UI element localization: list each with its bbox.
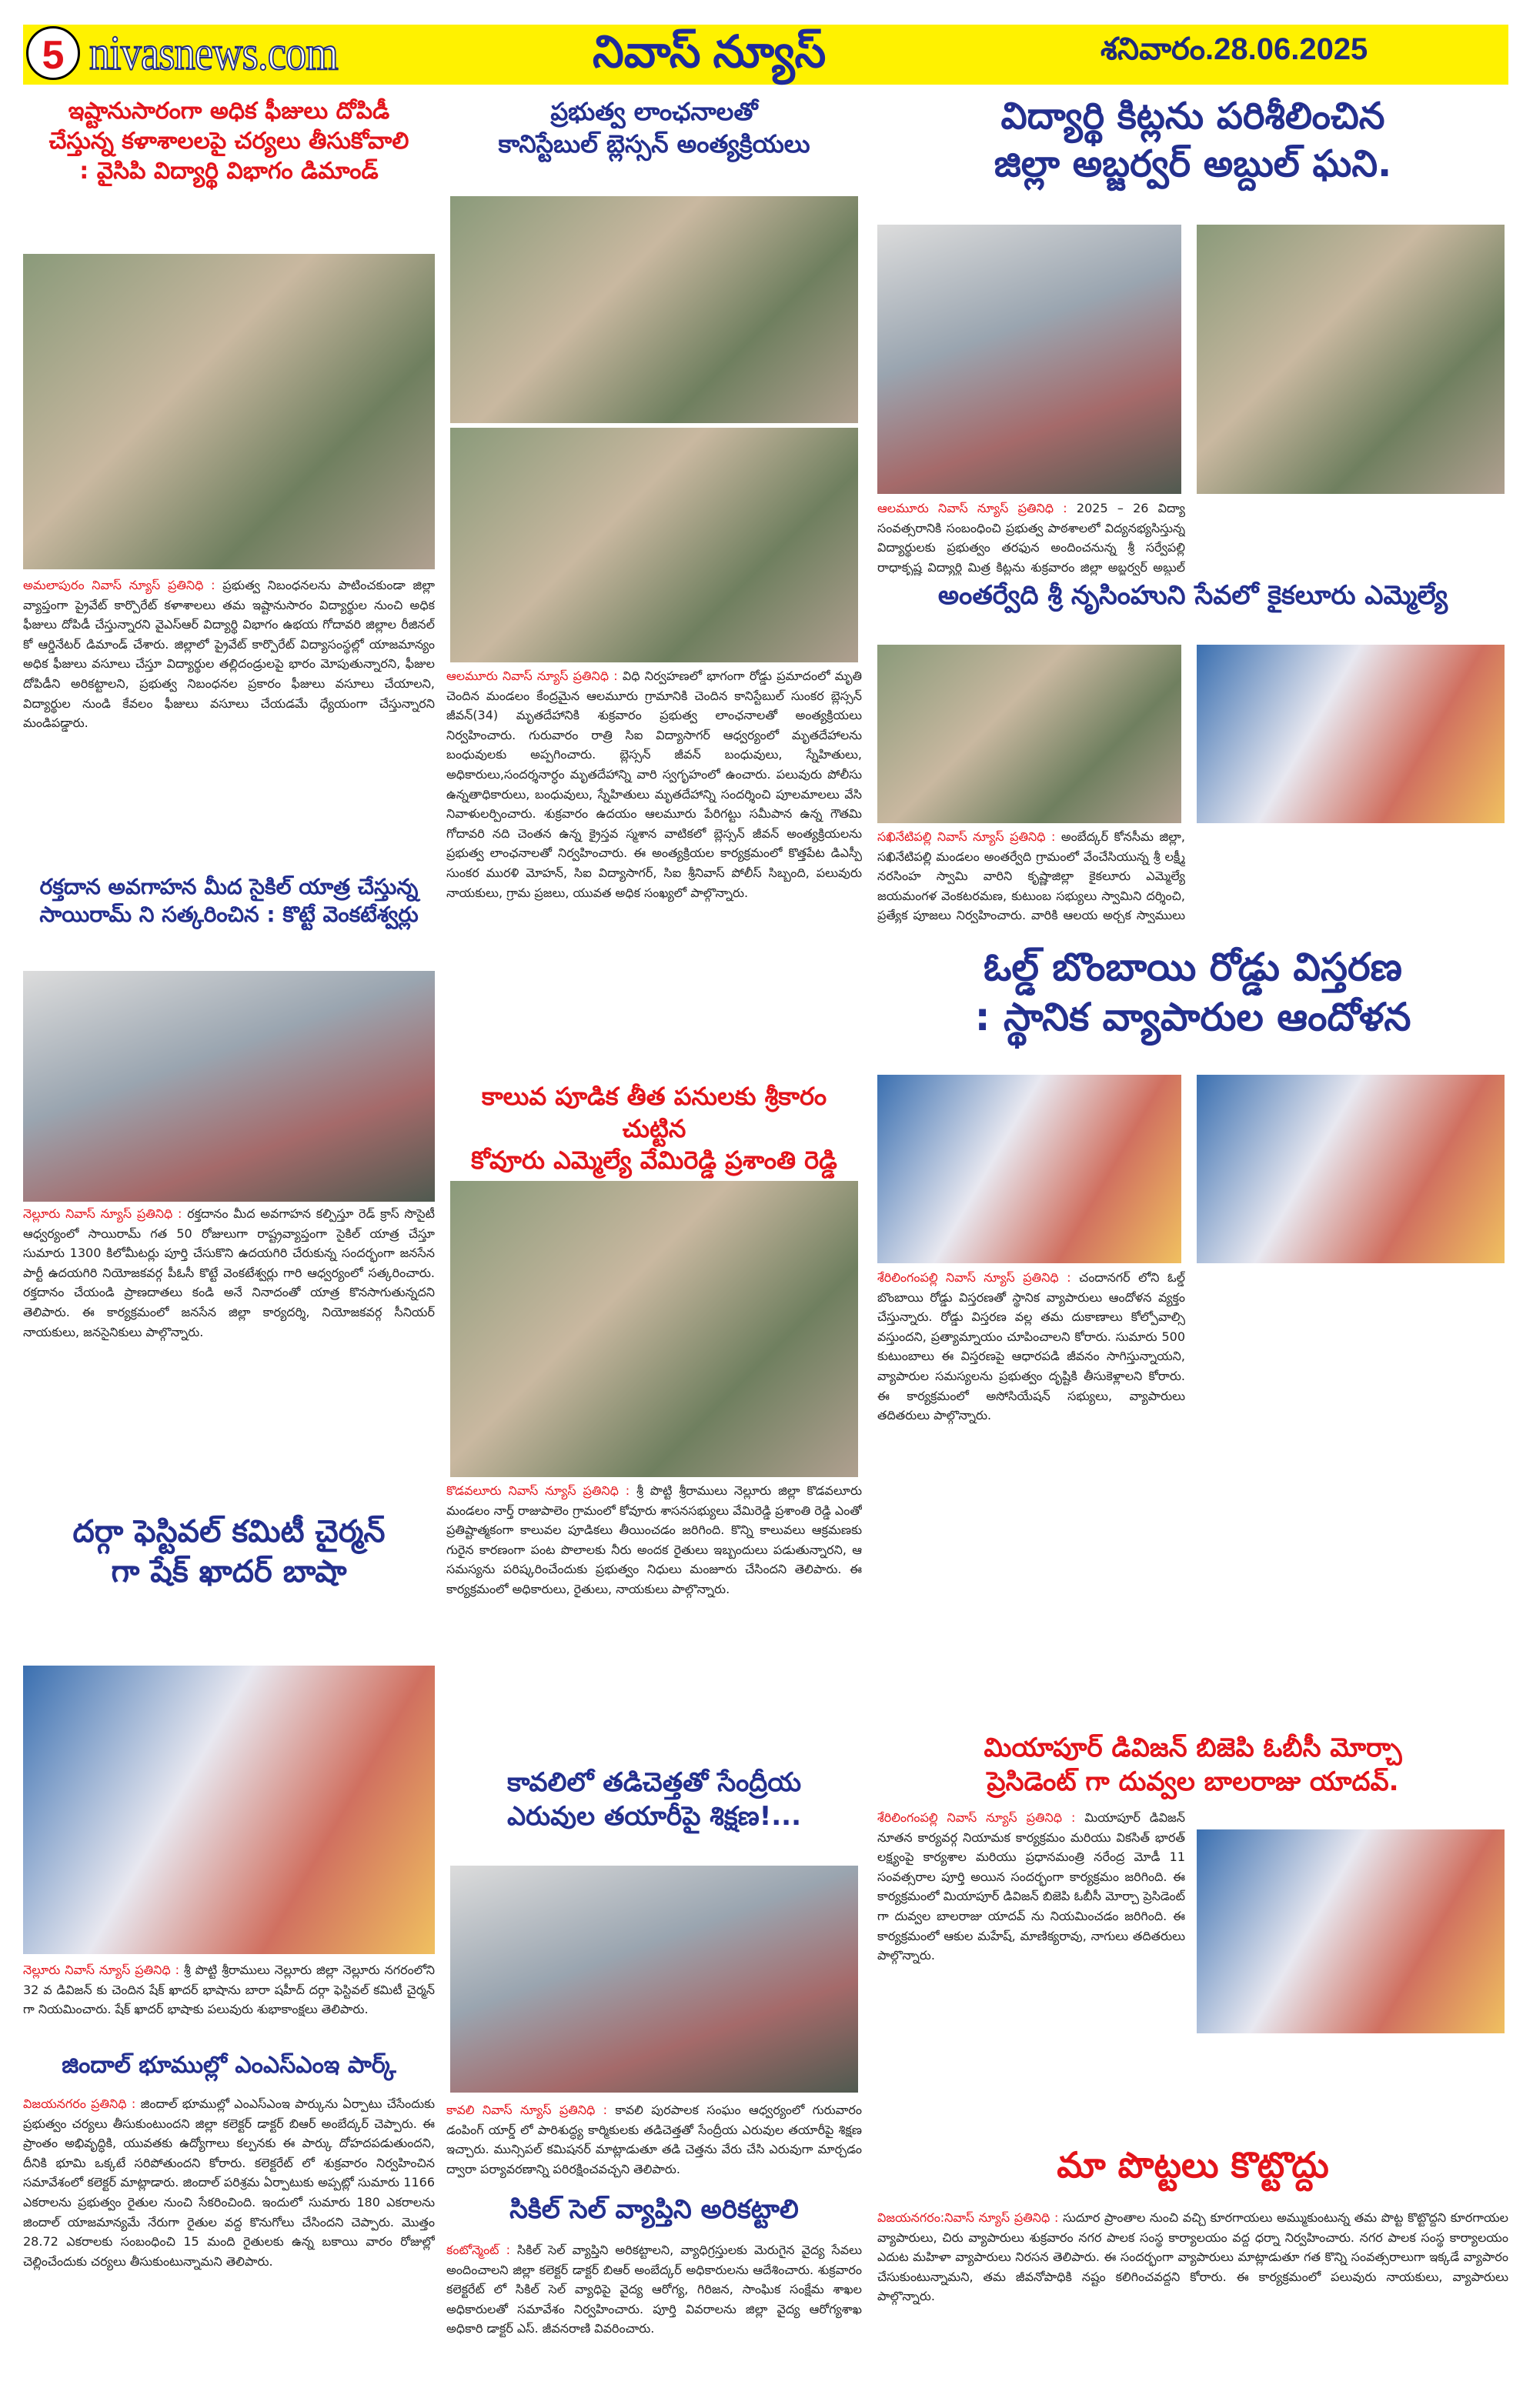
article-body <box>877 2208 1508 2396</box>
article-source: విజయనగరం ప్రతినిధి : <box>23 2096 136 2111</box>
article-body <box>1197 827 1508 923</box>
article-headline <box>446 2193 862 2235</box>
article-headline <box>23 96 435 242</box>
article-source: కావలి నివాస్ న్యూస్ ప్రతినిధి : <box>446 2103 608 2117</box>
headline-line: : వైసిపి విద్యార్థి విభాగం డిమాండ్ <box>79 158 379 185</box>
article-headline <box>23 2050 435 2089</box>
article-headline <box>23 1512 435 1654</box>
article-photo <box>23 254 435 569</box>
article-text: మియాపూర్ డివిజన్ నూతన కార్యవర్గ నియామక కార్యక్రమం మరియు వికసిత్ భారత్ లక్ష్యంపై కార్యశాల మరియు ప్రధానమంత్రి నరేంద్ర మోడీ 11 సంవత్సరాల పూర్తి అయిన సందర్భంగా కార్యక్రమం జరిగింది. ఈ కార్యక్రమంలో మియాపూర్ డివిజన్ బిజెపి ఓబీసీ మోర్చా ప్రెసిడెంట్ గా దువ్వల బాలరాజు యాదవ్ ను నియమించడం జరిగింది. ఈ కార్యక్రమంలో ఆకుల మహేష్, మాణిక్యరావు, నాగులు తదితరులు పాల్గొన్నారు. <box>877 1810 1185 1963</box>
headline-line: ఎరువుల తయారీపై శిక్షణ!... <box>506 1801 802 1833</box>
headline-line: విద్యార్థి కిట్లను పరిశీలించిన <box>1000 95 1385 138</box>
site-logo: nivasnews.com <box>89 25 338 80</box>
article-text: కావలి పురపాలక సంఘం ఆధ్వర్యంలో గురువారం డంపింగ్ యార్డ్ లో పారిశుద్ధ్య కార్మికులకు తడిచెత్తతో సేంద్రీయ ఎరువుల తయారీపై శిక్షణ ఇచ్చారు. మున్సిపల్ కమిషనర్ మాట్లాడుతూ తడి చెత్తను వేరు చేసి ఎరువుగా మార్చడం ద్వారా పర్యావరణాన్ని పరిరక్షించవచ్చని తెలిపారు. <box>446 2103 862 2176</box>
article-headline <box>877 942 1508 1066</box>
article-source: ఆలమూరు నివాస్ న్యూస్ ప్రతినిధి : <box>877 501 1067 515</box>
article-headline <box>877 2143 1508 2200</box>
article-text: విధి నిర్వహణలో భాగంగా రోడ్డు ప్రమాదంలో మృతి చెందిన మండలం కేంద్రమైన ఆలమూరు గ్రామానికి చెందిన కానిస్టేబుల్ సుంకర బ్లెస్సన్ జీవన్(34) మృతదేహానికి శుక్రవారం ప్రభుత్వ లాంఛనాలతో అంత్యక్రియలు నిర్వహించారు. గురువారం రాత్రి సిఐ విద్యాసాగర్ ఆధ్వర్యంలో మృతదేహాలను బంధువులకు అప్పగించారు. బ్లెస్సన్ జీవన్ బంధువులు, స్నేహితులు, అధికారులు,సందర్శనార్ధం మృతదేహాన్ని వారి స్వగృహంలో ఉంచారు. పలువురు పోలీసు ఉన్నతాధికారులు, బంధువులు, స్నేహితులు మృతదేహాన్ని సందర్శించి పూలమాలలు వేసి నివాళులర్పించారు. శుక్రవారం ఉదయం ఆలమూరు పేరిగట్టు సమీపాన ఉన్న గౌతమి గోదావరి నది చెంతన ఉన్న క్రైస్తవ స్మశాన వాటికలో బ్లెస్సన్ జీవన్ అంత్యక్రియలను ప్రభుత్వ లాంఛనాలతో నిర్వహించారు. ఈ అంత్యక్రియల కార్యక్రమంలో కొత్తపేట డిఎస్పీ సుంకర మురళి మోహన్, సిఐ విద్యాసాగర్, సిఐ శ్రీనివాస్ పోలీస్ సిబ్బంది, పలువురు నాయకులు, గ్రామ ప్రజలు, యువత అధిక సంఖ్యలో పాల్గొన్నారు. <box>446 669 862 900</box>
headline-line: చేస్తున్న కళాశాలలపై చర్యలు తీసుకోవాలి <box>48 128 409 155</box>
article-text: ప్రభుత్వ నిబంధనలను పాటించకుండా జిల్లా వ్యాప్తంగా ప్రైవేట్ కార్పొరేట్ కళాశాలలు తమ ఇష్టానుసారం విద్యార్థుల నుంచి అధిక ఫీజులు దోపిడీ చేస్తున్నారని వైఎస్ఆర్ విద్యార్థి విభాగం ఉభయ గోదావరి జిల్లాల రీజినల్ కో ఆర్డినేటర్ డిమాండ్ చేశారు. జిల్లాలో ప్రైవేట్ కార్పొరేట్ విద్యాసంస్థల్లో యాజమాన్యం అధిక ఫీజులు వసూలు చేస్తూ విద్యార్థుల తల్లిదండ్రులపై భారం మోపుతున్నారని, ఫీజుల దోపిడీని అరికట్టాలని, ప్రభుత్వ నిబంధనల ప్రకారం ఫీజులు వసూలు చేయాలని, విద్యార్థుల నుండి కేవలం ఫీజులు వసూలు చేయడమే ధ్యేయంగా చేస్తున్నారని మండిపడ్డారు. <box>23 578 435 731</box>
article-source: శేరిలింగంపల్లి నివాస్ న్యూస్ ప్రతినిధి : <box>877 1270 1071 1285</box>
article-headline <box>446 96 862 188</box>
article-body <box>446 2240 862 2394</box>
article-body <box>446 666 862 1074</box>
headline-line: మియాపూర్ డివిజన్ బిజెపి ఓబీసీ మోర్చా <box>984 1733 1402 1763</box>
article-body <box>1197 1268 1508 1729</box>
article-headline <box>446 1766 862 1862</box>
article-body <box>877 1808 1185 2077</box>
article-text: చందానగర్ లోని ఓల్డ్ బొంబాయి రోడ్డు విస్తరణతో స్థానిక వ్యాపారులు ఆందోళన వ్యక్తం చేస్తున్నారు. రోడ్డు విస్తరణ వల్ల తమ దుకాణాలు కోల్పోవాల్సి వస్తుందని, ప్రత్యామ్నాయం చూపించాలని కోరారు. సుమారు 500 కుటుంబాలు ఈ విస్తరణపై ఆధారపడి జీవనం సాగిస్తున్నాయని, వ్యాపారుల సమస్యలను ప్రభుత్వం దృష్టికి తీసుకెళ్లాలని కోరారు. ఈ కార్యక్రమంలో అసోసియేషన్ సభ్యులు, వ్యాపారులు తదితరులు పాల్గొన్నారు. <box>877 1270 1185 1423</box>
article-text: సుదూర ప్రాంతాల నుంచి వచ్చి కూరగాయలు అమ్ముకుంటున్న తమ పొట్ట కొట్టొద్దని కూరగాయల వ్యాపారులు, చిరు వ్యాపారులు శుక్రవారం నగర పాలక సంస్థ కార్యాలయం వద్ద ధర్నా నిర్వహించారు. నగర పాలక సంస్థ కార్యాలయం ఎదుట మహిళా వ్యాపారులు నిరసన తెలిపారు. ఈ సందర్భంగా వ్యాపారులు మాట్లాడుతూ గత కొన్ని సంవత్సరాలుగా ఇక్కడే వ్యాపారం చేసుకుంటున్నామని, తమ జీవనోపాధికి నష్టం కలిగించవద్దని కోరారు. ఈ కార్యక్రమంలో పలువురు నాయకులు, వ్యాపారులు పాల్గొన్నారు. <box>877 2210 1508 2304</box>
headline-line: ఇష్టానుసారంగా అధిక ఫీజులు దోపిడీ <box>68 98 390 125</box>
article-source: విజయనగరం:నివాస్ న్యూస్ ప్రతినిధి : <box>877 2210 1059 2225</box>
article-photo <box>877 225 1181 494</box>
article-text: సికిల్ సెల్ వ్యాప్తిని అరికట్టాలని, వ్యాధిగ్రస్తులకు మెరుగైన వైద్య సేవలు అందించాలని జిల్లా కలెక్టర్ డాక్టర్ బిఆర్ అంబేద్కర్ అధికారులను ఆదేశించారు. శుక్రవారం కలెక్టరేట్ లో సికిల్ సెల్ వ్యాధిపై వైద్య ఆరోగ్య, గిరిజన, సాంఘిక సంక్షేమ శాఖల అధికారులతో సమావేశం నిర్వహించారు. పూర్తి వివరాలను జిల్లా వైద్య ఆరోగ్యశాఖ అధికారి డాక్టర్ ఎస్. జీవనరాణి వివరించారు. <box>446 2243 862 2336</box>
article-text: శ్రీ పొట్టి శ్రీరాములు నెల్లూరు జిల్లా కొడవలూరు మండలం నార్త్ రాజుపాలెం గ్రామంలో కోవూరు శాసనసభ్యులు వేమిరెడ్డి ప్రశాంతి రెడ్డి ఎంతో ప్రతిష్టాత్మకంగా కాలువల పూడికలు తీయించడం జరిగింది. కొన్ని కాలువలు ఆక్రమణకు గురైన కారణంగా పంట పొలాలకు నీరు అందక రైతులు ఇబ్బందులు పడుతున్నారని, ఆ సమస్యను పరిష్కరించేందుకు ప్రభుత్వం నిధులు మంజూరు చేసిందని తెలిపారు. ఈ కార్యక్రమంలో అధికారులు, రైతులు, నాయకులు పాల్గొన్నారు. <box>446 1483 862 1596</box>
article-source: శేరిలింగంపల్లి నివాస్ న్యూస్ ప్రతినిధి : <box>877 1810 1076 1825</box>
headline-line: ప్రెసిడెంట్ గా దువ్వల బాలరాజు యాదవ్. <box>987 1766 1399 1798</box>
article-headline <box>446 1081 862 1177</box>
headline-line: జిల్లా అబ్జర్వర్ అబ్దుల్ ఘని. <box>994 142 1392 186</box>
article-body <box>446 1481 862 1762</box>
headline-line: గా షేక్ ఖాదర్ బాషా <box>111 1554 347 1589</box>
article-photo <box>450 1181 858 1477</box>
headline-line: మా పొట్టలు కొట్టొద్దు <box>1057 2144 1329 2186</box>
article-body <box>446 2100 862 2185</box>
article-body <box>23 575 435 852</box>
article-text: జిందాల్ భూముల్లో ఎంఎస్ఎంఇ పార్కును ఏర్పాటు చేసేందుకు ప్రభుత్వం చర్యలు తీసుకుంటుందని జిల్లా కలెక్టర్ డాక్టర్ బిఆర్ అంబేద్కర్ చెప్పారు. ఈ ప్రాంతం అభివృద్ధికి, యువతకు ఉద్యోగాలు కల్పనకు ఈ పార్కు దోహదపడుతుందని, దీనికి భూమి ఒక్కటే సరిపోతుందని కోరారు. కలెక్టరేట్ లో శుక్రవారం నిర్వహించిన సమావేశంలో కలెక్టర్ మాట్లాడారు. జిందాల్ పరిశ్రమ ఏర్పాటుకు అప్పట్లో సుమారు 1166 ఎకరాలను ప్రభుత్వం రైతుల నుంచి సేకరించింది. ఇందులో సుమారు 180 ఎకరాలను జిందాల్ యాజమాన్యమే నేరుగా రైతుల వద్ద కొనుగోలు చేసిందని చెప్పారు. మొత్తం 28.72 ఎకరాలకు సంబంధించి 15 మంది రైతులకు ఉన్న బకాయి వారం రోజుల్లో చెల్లించేందుకు చర్యలు తీసుకుంటున్నామని తెలిపారు. <box>23 2096 435 2269</box>
headline-line: జిందాల్ భూముల్లో ఎంఎస్ఎంఇ పార్క్ <box>62 2052 396 2079</box>
headline-line: : స్థానిక వ్యాపారుల ఆందోళన <box>974 995 1411 1039</box>
headline-line: ఓల్డ్ బొంబాయి రోడ్డు విస్తరణ <box>984 945 1402 989</box>
article-photo <box>23 1666 435 1954</box>
article-body <box>877 1268 1185 1729</box>
article-text: రక్తదానం మీద అవగాహన కల్పిస్తూ రెడ్ క్రాస్ సొసైటీ ఆధ్వర్యంలో సాయిరామ్ గత 50 రోజులుగా రాష్ట్రవ్యాప్తంగా సైకిల్ యాత్ర చేస్తూ సుమారు 1300 కిలోమీటర్లు పూర్తి చేసుకొని ఉదయగిరి చేరుకున్న సందర్భంగా జనసేన పార్టీ ఉదయగిరి నియోజకవర్గ పీఓసీ కొట్టే వెంకటేశ్వర్లు గారి ఆధ్వర్యంలో సత్కరించారు. రక్తదానం చేయండి ప్రాణదాతలు కండి అనే నినాదంతో యాత్ర కొనసాగుతున్నదని తెలిపారు. ఈ కార్యక్రమంలో జనసేన జిల్లా కార్యదర్శి, నియోజకవర్గ సీనియర్ నాయకులు, జనసైనికులు పాల్గొన్నారు. <box>23 1206 435 1339</box>
headline-line: అంతర్వేది శ్రీ నృసింహుని సేవలో కైకలూరు ఎమ్మెల్యే <box>937 580 1448 611</box>
article-text: 2025 – 26 విద్యా సంవత్సరానికి సంబంధించి ప్రభుత్వ పాఠశాలలో విద్యనభ్యసిస్తున్న విద్యార్థులకు ప్రభుత్వం తరఫున అందించనున్న శ్రీ సర్వేపల్లి రాధాకృష్ణ విద్యార్థి మిత్ర కిట్లను శుక్రవారం జిల్లా అబ్జర్వర్ అబ్దుల్ <box>877 501 1185 575</box>
masthead <box>23 25 1508 85</box>
article-body <box>1197 499 1508 575</box>
article-headline <box>877 1731 1508 1804</box>
headline-line: కాలువ పూడిక తీత పనులకు శ్రీకారం చుట్టిన <box>481 1082 827 1143</box>
headline-line: సాయిరామ్ ని సత్కరించిన : కొట్టే వెంకటేశ్వర్లు <box>39 902 419 928</box>
newspaper-title: నివాస్ న్యూస్ <box>593 27 827 77</box>
article-source: కంటోన్మెంట్ : <box>446 2243 510 2257</box>
article-photo <box>1197 225 1505 494</box>
headline-line: సికిల్ సెల్ వ్యాప్తిని అరికట్టాలి <box>509 2194 799 2225</box>
headline-line: కానిస్టేబుల్ బ్లెస్సన్ అంత్యక్రియలు <box>498 128 810 158</box>
article-photo <box>450 196 858 423</box>
article-body <box>1197 2039 1508 2085</box>
article-headline <box>877 579 1508 632</box>
article-photo <box>877 645 1181 823</box>
headline-line: కోవూరు ఎమ్మెల్యే వేమిరెడ్డి ప్రశాంతి రెడ్డి <box>471 1146 837 1176</box>
article-source: నెల్లూరు నివాస్ న్యూస్ ప్రతినిధి : <box>23 1963 179 1977</box>
article-body <box>23 1960 435 2045</box>
article-source: సఖినేటిపల్లి నివాస్ న్యూస్ ప్రతినిధి : <box>877 829 1056 844</box>
article-headline <box>23 873 435 966</box>
headline-line: రక్తదాన అవగాహన మీద సైకిల్ యాత్ర చేస్తున్న <box>39 874 419 899</box>
headline-line: ప్రభుత్వ లాంఛనాలతో <box>550 97 758 126</box>
article-source: అమలాపురం నివాస్ న్యూస్ ప్రతినిధి : <box>23 578 215 592</box>
article-body <box>877 827 1185 923</box>
article-body <box>23 1204 435 1473</box>
article-text: శ్రీ పొట్టి శ్రీరాములు నెల్లూరు జిల్లా నెల్లూరు నగరంలోని 32 వ డివిజన్ కు చెందిన షేక్ ఖాదర్ భాషాను బారా షహీద్ దర్గా ఫెస్టివల్ కమిటీ చైర్మన్ గా నియమించారు. షేక్ ఖాదర్ భాషాకు పలువురు శుభాకాంక్షలు తెలిపారు. <box>23 1963 435 2017</box>
article-photo <box>1197 1829 1505 2033</box>
article-photo <box>450 428 858 662</box>
article-photo <box>1197 1075 1505 1263</box>
article-source: ఆలమూరు నివాస్ న్యూస్ ప్రతినిధి : <box>446 669 618 683</box>
article-photo <box>450 1866 858 2093</box>
headline-line: దర్గా ఫెస్టివల్ కమిటీ చైర్మన్ <box>72 1514 386 1549</box>
page-number-badge: 5 <box>26 26 80 80</box>
issue-date: శనివారం.28.06.2025 <box>1101 32 1368 66</box>
article-source: నెల్లూరు నివాస్ న్యూస్ ప్రతినిధి : <box>23 1206 182 1221</box>
article-body <box>877 499 1185 575</box>
headline-line: కావలిలో తడిచెత్తతో సేంద్రీయ <box>506 1767 802 1798</box>
article-text: అంబేద్కర్ కోనసీమ జిల్లా, సఖినేటిపల్లి మండలం అంతర్వేది గ్రామంలో వేంచేసియున్న శ్రీ లక్ష్మీ నరసింహ స్వామి వారిని కృష్ణాజిల్లా కైకలూరు ఎమ్మెల్యే జయమంగళ వెంకటరమణ, కుటుంబ సభ్యులు స్వామిని దర్శించి, ప్రత్యేక పూజలు నిర్వహించారు. వారికి ఆలయ అర్చక స్వాములు <box>877 829 1185 923</box>
article-photo <box>23 971 435 1202</box>
article-photo <box>877 1075 1181 1263</box>
article-body <box>23 2094 435 2394</box>
article-headline <box>877 92 1508 208</box>
article-source: కొడవలూరు నివాస్ న్యూస్ ప్రతినిధి : <box>446 1483 630 1498</box>
article-photo <box>1197 645 1505 823</box>
